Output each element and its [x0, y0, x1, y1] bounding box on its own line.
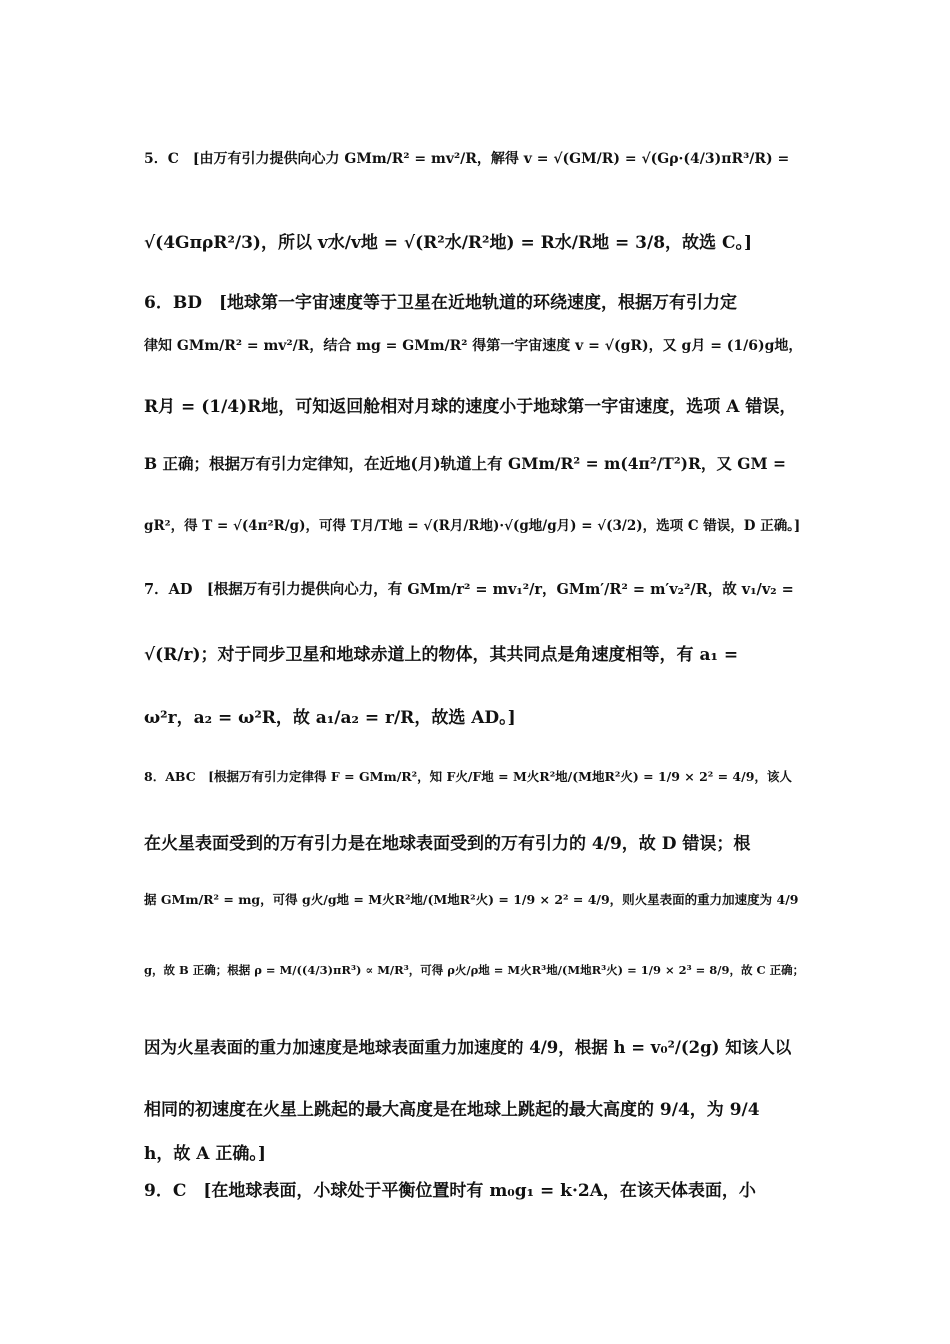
answer-7-line-2: √(R/r)；对于同步卫星和地球赤道上的物体，其共同点是角速度相等，有 a₁ =	[144, 645, 739, 665]
answer-6-line-4: B 正确；根据万有引力定律知，在近地(月)轨道上有 GMm/R² = m(4π²/T²)R，又 GM =	[144, 454, 786, 473]
answer-9-line-1: 9．C [在地球表面，小球处于平衡位置时有 m₀g₁ = k·2A，在该天体表面，小	[144, 1181, 756, 1201]
answer-8-line-2: 在火星表面受到的万有引力是在地球表面受到的万有引力的 4/9，故 D 错误；根	[144, 834, 751, 854]
answer-8-line-3: 据 GMm/R² = mg，可得 g火/g地 = M火R²地/(M地R²火) = 1/9 × 2² = 4/9，则火星表面的重力加速度为 4/9	[144, 892, 799, 907]
answer-8-line-1: 8．ABC [根据万有引力定律得 F = GMm/R²，知 F火/F地 = M火R²地/(M地R²火) = 1/9 × 2² = 4/9，该人	[144, 769, 792, 784]
answer-5-line-1: 5．C [由万有引力提供向心力 GMm/R² = mv²/R，解得 v = √(GM/R) = √(Gρ·(4/3)πR³/R) =	[144, 151, 790, 167]
answer-8-line-5: 因为火星表面的重力加速度是地球表面重力加速度的 4/9，根据 h = v₀²/(2g) 知该人以	[144, 1038, 792, 1057]
answer-6-line-3: R月 = (1/4)R地，可知返回舱相对月球的速度小于地球第一宇宙速度，选项 A 错误，	[144, 397, 797, 417]
answer-5-line-2: √(4GπρR²/3)，所以 v水/v地 = √(R²水/R²地) = R水/R地 = 3/8，故选 C。]	[144, 233, 753, 253]
answer-7-line-3: ω²r，a₂ = ω²R，故 a₁/a₂ = r/R，故选 AD。]	[144, 708, 516, 728]
answer-8-line-7: h，故 A 正确。]	[144, 1144, 266, 1164]
answer-8-line-4: g，故 B 正确；根据 ρ = M/((4/3)πR³) ∝ M/R³，可得 ρ火/ρ地 = M火R³地/(M地R³火) = 1/9 × 2³ = 8/9，故 C 正确；	[144, 963, 805, 977]
answer-6-line-1: 6．BD [地球第一宇宙速度等于卫星在近地轨道的环绕速度，根据万有引力定	[144, 293, 737, 313]
answer-8-line-6: 相同的初速度在火星上跳起的最大高度是在地球上跳起的最大高度的 9/4，为 9/4	[144, 1100, 760, 1120]
answer-6-line-2: 律知 GMm/R² = mv²/R，结合 mg = GMm/R² 得第一宇宙速度 v = √(gR)，又 g月 = (1/6)g地，	[144, 338, 803, 354]
answer-6-line-5: gR²，得 T = √(4π²R/g)，可得 T月/T地 = √(R月/R地)·√(g地/g月) = √(3/2)，选项 C 错误，D 正确。]	[144, 518, 801, 534]
answer-7-line-1: 7．AD [根据万有引力提供向心力，有 GMm/r² = mv₁²/r，GMm′/R² = m′v₂²/R，故 v₁/v₂ =	[144, 581, 794, 598]
